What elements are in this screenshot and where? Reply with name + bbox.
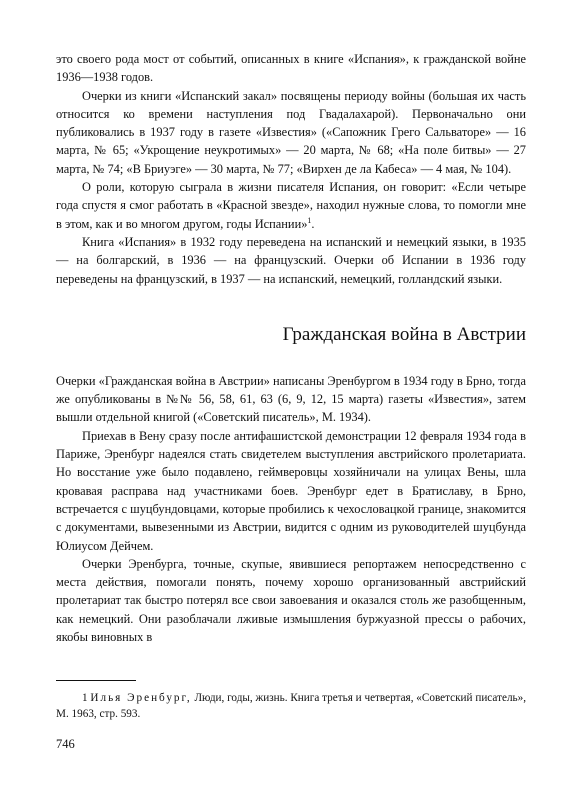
paragraph-5: Очерки «Гражданская война в Австрии» написаны Эренбургом в 1934 году в Брно, тогда же опубликованы в №№ 56, 58, 61, 63 (6, 9, 12, 15 марта) газеты «Известия», затем вышли отдельной книгой («Советский писатель», М. 1934). bbox=[56, 373, 526, 425]
footnote-text: Люди, годы, жизнь. Книга третья и четвертая, «Советский писатель», М. 1963, стр. 593. bbox=[56, 692, 527, 720]
paragraph-1: это своего рода мост от событий, описанных в книге «Испания», к гражданской войне 1936—1938 годов. bbox=[56, 52, 526, 85]
section-heading: Гражданская война в Австрии bbox=[282, 323, 526, 345]
paragraph-3: О роли, которую сыграла в жизни писателя Испания, он говорит: «Если четыре года спустя я смог работать в «Красной звезде», находил нужные слова, то помогли мне в этом, как и во многом другом, годы Испании»$^1$. bbox=[56, 180, 526, 231]
footnote-divider bbox=[56, 680, 136, 681]
paragraph-7: Очерки Эренбурга, точные, скупые, явившиеся репортажем непосредственно с места действия, помогали понять, почему хорошо организованный австрийский пролетариат так быстро потерял все свои завоевания и оказался столь же разобщенным, как немецкий. Они разоблачали лживые измышления буржуазной прессы о рабочих, якобы виновных в bbox=[56, 556, 526, 645]
footnote bbox=[56, 690, 526, 722]
paragraph-3-text: О роли, которую сыграла в жизни писателя Испания, он говорит: «Если четыре года спустя я смог работать в «Красной звезде», находил нужные слова, то помогли мне в этом, как и во многом другом, годы Испании» bbox=[56, 180, 526, 231]
footnote-marker: 1 bbox=[307, 215, 312, 225]
paragraph-6: Приехав в Вену сразу после антифашистской демонстрации 12 февраля 1934 года в Париже, Эренбург надеялся стать свидетелем выступления австрийского пролетариата. Но восстание уже было подавлено, геймверовцы хозяйничали на улицах Вены, шла кровавая расправа над участниками боев. Эренбург едет в Братиславу, в Брно, встречается с шуцбундовцами, которые пробились к чехословацкой границе, знакомится с документами, вывезенными из Австрии, видится с одним из руководителей шуцбунда Юлиусом Дейчем. bbox=[56, 428, 526, 553]
page-number: 746 bbox=[56, 737, 75, 751]
body-text bbox=[56, 50, 526, 646]
paragraph-4: Книга «Испания» в 1932 году переведена на испанский и немецкий языки, в 1935 — на болгарский, в 1936 — на французский. Очерки об Испании в 1936 году переведены на французский, в 1937 — на испанский, немецкий, голландский языки. bbox=[56, 234, 526, 286]
footnote-number: 1 bbox=[82, 692, 88, 704]
paragraph-2: Очерки из книги «Испанский закал» посвящены периоду войны (большая их часть относится ко времени наступления под Гвадалахарой). Первоначально они публиковались в 1937 году в газете «Известия» («Сапожник Грего Сальваторе» — 16 марта, № 65; «Укрощение неукротимых» — 20 марта, № 68; «На поле битвы» — 27 марта, № 74; «В Бриуэге» — 30 марта, № 77; «Вирхен де ла Кабеса» — 4 мая, № 104). bbox=[56, 88, 526, 176]
footnote-author: Илья Эренбург, bbox=[90, 692, 192, 704]
